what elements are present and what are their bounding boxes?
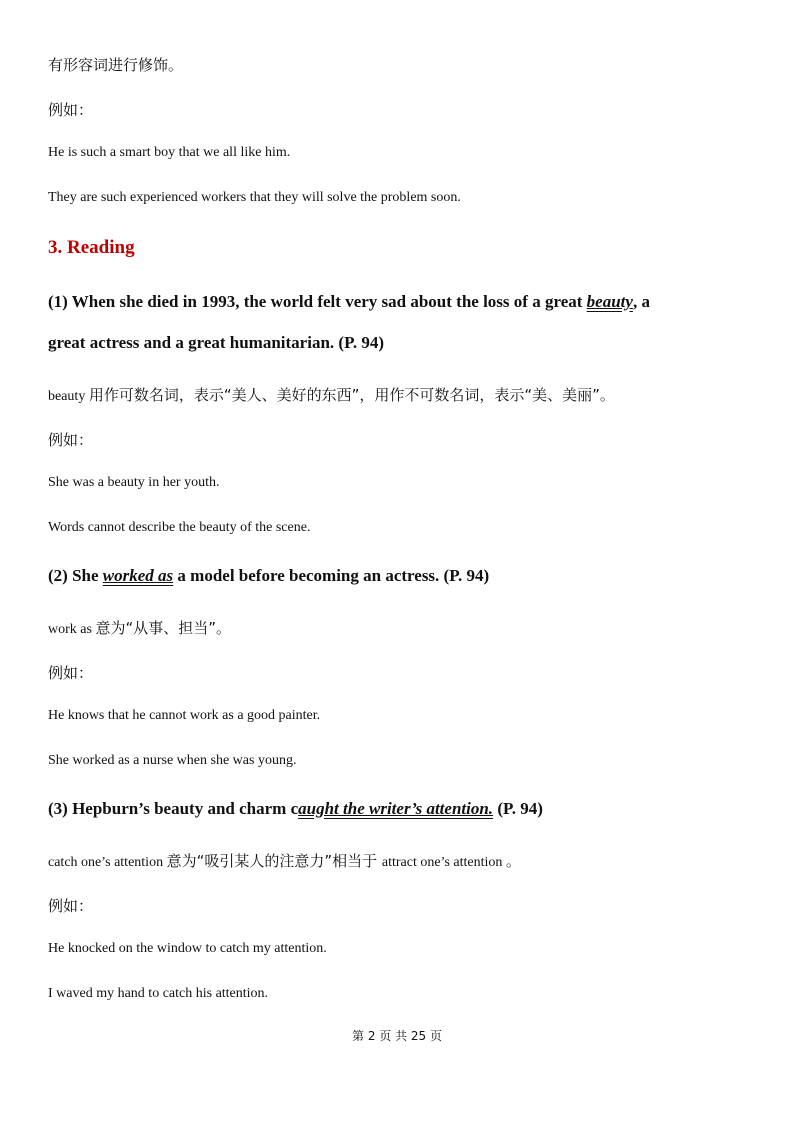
item-heading-1-cont: great actress and a great humanitarian. (P. 94) bbox=[48, 333, 385, 352]
underlined-phrase: worked as bbox=[102, 566, 174, 585]
heading-part: (3) Hepburn’s beauty and charm c bbox=[48, 799, 299, 818]
explanation-term: catch one’s attention bbox=[48, 855, 167, 870]
heading-part: , a bbox=[632, 292, 650, 311]
explanation-2 bbox=[48, 617, 231, 638]
heading-part: a model before becoming an actress. (P. 94) bbox=[173, 566, 490, 585]
explanation-term: attract one’s attention bbox=[381, 855, 506, 870]
example-sentence: He is such a smart boy that we all like him. bbox=[48, 145, 291, 160]
explanation-text: 。 bbox=[505, 852, 521, 870]
heading-text bbox=[48, 292, 650, 312]
explanation-term: work as bbox=[48, 622, 96, 637]
section-heading: 3. Reading bbox=[48, 237, 135, 258]
item-heading-2 bbox=[48, 566, 489, 586]
example-label: 例如： bbox=[48, 431, 94, 449]
explanation-text: 意为“吸引某人的注意力”相当于 bbox=[166, 852, 382, 870]
item-heading-3 bbox=[48, 799, 543, 819]
explanation-3 bbox=[48, 850, 521, 871]
example-label: 例如： bbox=[48, 101, 94, 119]
example-sentence: Words cannot describe the beauty of the scene. bbox=[48, 520, 311, 535]
explanation-text: 用作可数名词，表示“美人、美好的东西”，用作不可数名词，表示“美、美丽”。 bbox=[88, 386, 615, 404]
example-sentence: He knocked on the window to catch my attention. bbox=[48, 941, 327, 956]
heading-part: (P. 94) bbox=[493, 799, 543, 818]
item-heading-1 bbox=[48, 292, 746, 312]
explanation-term: beauty bbox=[48, 389, 89, 404]
underlined-phrase: beauty bbox=[586, 292, 633, 311]
example-sentence: They are such experienced workers that they will solve the problem soon. bbox=[48, 190, 461, 205]
page-footer: 第 2 页 共 25 页 bbox=[352, 1029, 442, 1043]
example-label: 例如： bbox=[48, 897, 94, 915]
example-label: 例如： bbox=[48, 664, 94, 682]
heading-part: (1) When she died in 1993, the world felt very sad about the loss of a great bbox=[48, 292, 587, 311]
heading-part: (2) She bbox=[48, 566, 103, 585]
paragraph-continuation: 有形容词进行修饰。 bbox=[48, 56, 184, 74]
example-sentence: He knows that he cannot work as a good painter. bbox=[48, 708, 321, 723]
example-sentence: I waved my hand to catch his attention. bbox=[48, 986, 269, 1001]
explanation-text: 意为“从事、担当”。 bbox=[95, 619, 231, 637]
example-sentence: She was a beauty in her youth. bbox=[48, 475, 220, 490]
example-sentence: She worked as a nurse when she was young. bbox=[48, 753, 297, 768]
underlined-phrase: aught the writer’s attention. bbox=[298, 799, 494, 818]
explanation-1 bbox=[48, 384, 615, 405]
